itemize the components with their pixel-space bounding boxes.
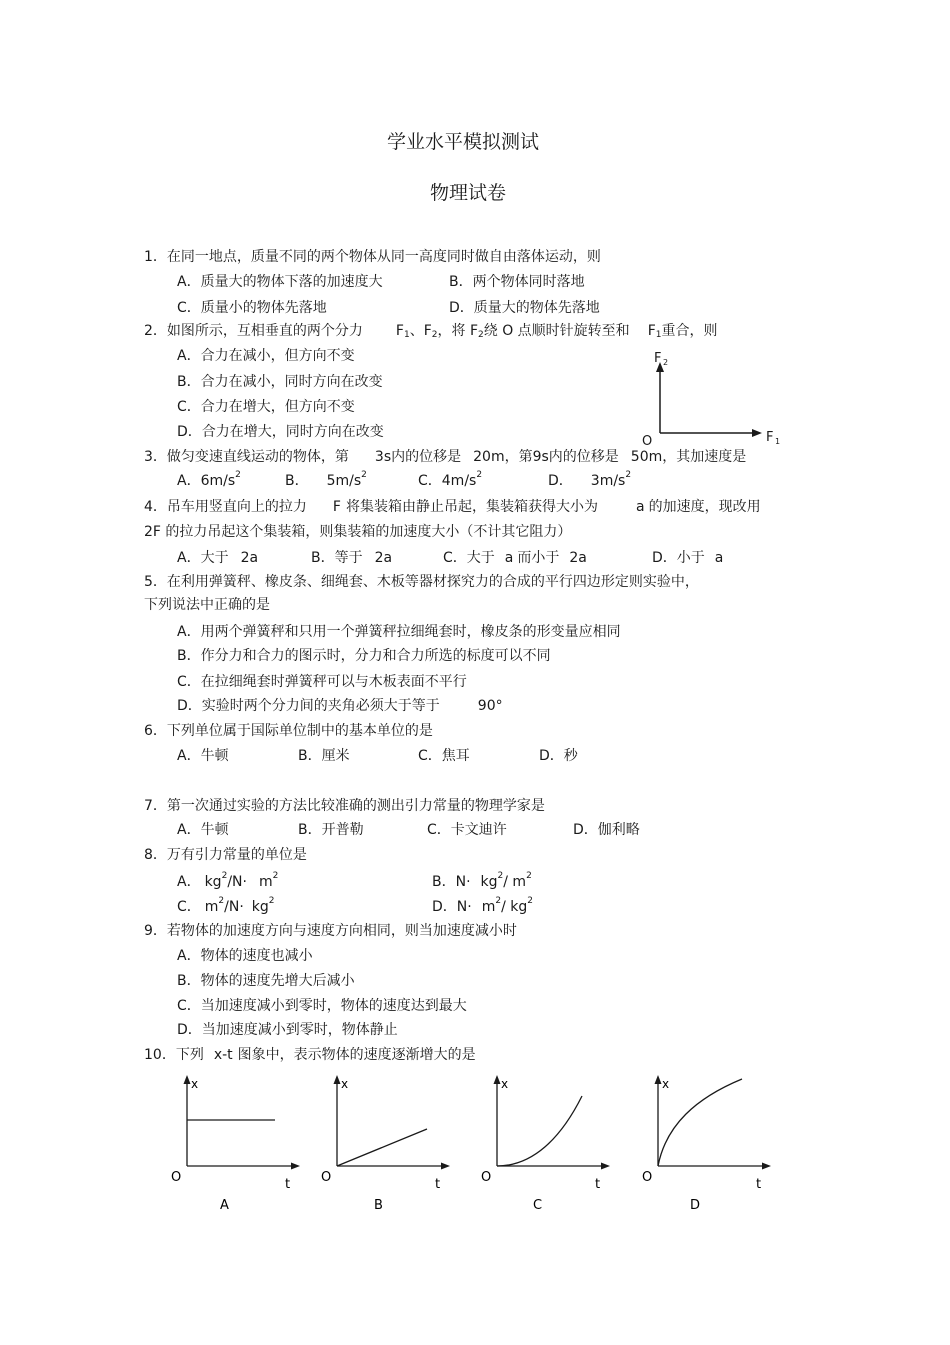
q10-graph-c — [475, 1070, 615, 1210]
q4-a: a — [635, 499, 645, 515]
fig-f1-sub: 1 — [775, 437, 781, 446]
graph-curve — [658, 1079, 742, 1166]
q8-b-1: kg — [480, 874, 498, 890]
q4-d-text: D．小于 — [652, 550, 705, 566]
origin-label: O — [642, 1170, 653, 1185]
q1-option-d: D．质量大的物体先落地 — [449, 300, 600, 316]
page-subtitle: 物理试卷 — [430, 182, 507, 204]
q4-line-1 — [144, 498, 761, 516]
q10-graph-d — [636, 1070, 776, 1210]
q3-b-label: B． — [285, 473, 309, 489]
q3-c-sq: 2 — [476, 470, 483, 480]
q3-text-3: ，第 — [504, 449, 533, 465]
q10-stem — [144, 1046, 476, 1064]
q3-d-label: D． — [548, 473, 573, 489]
q2-f: F — [395, 323, 404, 339]
q2-sub-1: 1 — [403, 330, 410, 340]
q8-c-2: /N· — [224, 899, 244, 915]
q3-option-d — [548, 472, 631, 490]
q4-c-val2: 2a — [569, 550, 587, 566]
q4-text-3: 的加速度，现改用 — [648, 499, 761, 515]
q8-a-sq1: 2 — [221, 871, 228, 881]
page-title: 学业水平模拟测试 — [387, 131, 540, 153]
q8-a-2: /N· — [227, 874, 247, 890]
q8-option-c — [177, 898, 275, 916]
q4-a-text: A．大于 — [177, 550, 229, 566]
q8-d-label: D．N· — [432, 899, 472, 915]
q3-d1: 20m — [473, 449, 505, 465]
q8-c-label: C． — [177, 899, 201, 915]
q8-d-2: / kg — [501, 899, 528, 915]
q4-b-val: 2a — [374, 550, 393, 566]
q9-option-d: D．当加速度减小到零时，物体静止 — [177, 1022, 398, 1038]
q3-text-5: ，其加速度是 — [662, 449, 747, 465]
t-axis-label: t — [756, 1177, 762, 1192]
q8-option-b — [432, 873, 532, 891]
q6-option-b: B．厘米 — [298, 748, 350, 764]
q8-option-a — [177, 873, 278, 891]
q3-a-sq: 2 — [235, 470, 241, 480]
q3-c: C．4m/s — [418, 473, 477, 489]
y-arrow — [655, 1075, 662, 1084]
q9-option-a: A．物体的速度也减小 — [177, 948, 313, 964]
q9-option-c: C．当加速度减小到零时，物体的速度达到最大 — [177, 998, 467, 1014]
q8-c-sq2: 2 — [268, 896, 275, 906]
q4-f: F — [332, 499, 341, 515]
origin-label: O — [171, 1170, 182, 1185]
f1-arrow-head — [752, 429, 762, 437]
q10-graph-a — [165, 1070, 305, 1210]
q8-b-sq2: 2 — [526, 871, 532, 881]
q6-option-c: C．焦耳 — [418, 748, 470, 764]
fig-f1-label: F — [766, 430, 774, 445]
y-arrow — [334, 1075, 341, 1084]
q7-stem: 7．第一次通过实验的方法比较准确的测出引力常量的物理学家是 — [144, 798, 545, 814]
q3-t1: 3s — [374, 449, 392, 465]
q5-line-1: 5．在利用弹簧秤、橡皮条、细绳套、木板等器材探究力的合成的平行四边形定则实验中， — [144, 574, 699, 590]
q3-text-1: 3．做匀变速直线运动的物体，第 — [144, 449, 349, 465]
x-axis-label: x — [191, 1077, 199, 1091]
x-axis-label: x — [341, 1077, 349, 1091]
x-arrow — [291, 1163, 300, 1170]
q3-text-2: 内的位移是 — [391, 449, 462, 465]
q4-c-mid: 而小于 — [517, 550, 560, 566]
q2-sub-1b: 1 — [655, 330, 662, 340]
q8-stem: 8．万有引力常量的单位是 — [144, 847, 307, 863]
q10-text-1: 10．下列 — [144, 1047, 204, 1063]
q3-a: A．6m/s — [177, 473, 236, 489]
q2-mid: ，将 F — [437, 323, 479, 339]
t-axis-label: t — [285, 1177, 291, 1192]
q2-option-d: D．合力在增大，同时方向在改变 — [177, 424, 384, 440]
q3-text-4: 内的位移是 — [548, 449, 619, 465]
fig-f2-label: F — [654, 351, 662, 366]
q9-option-b: B．物体的速度先增大后减小 — [177, 973, 355, 989]
q6-stem: 6．下列单位属于国际单位制中的基本单位的是 — [144, 723, 433, 739]
q4-b-text: B．等于 — [311, 550, 363, 566]
q5-d-text: D．实验时两个分力间的夹角必须大于等于 — [177, 698, 440, 714]
q9-stem: 9．若物体的加速度方向与速度方向相同，则当加速度减小时 — [144, 923, 517, 939]
t-axis-label: t — [435, 1177, 441, 1192]
q2-end: 重合，则 — [661, 323, 718, 339]
q3-d: 3m/s — [590, 473, 626, 489]
q2-sep: 、F — [409, 323, 432, 339]
origin-label: O — [481, 1170, 492, 1185]
q8-b-2: / m — [503, 874, 527, 890]
q8-c-3: kg — [251, 899, 269, 915]
q3-b-sq: 2 — [361, 470, 367, 480]
q2-stem-text: 2．如图所示，互相垂直的两个分力 — [144, 323, 363, 339]
q4-option-c — [443, 549, 587, 567]
q2-f1: F — [647, 323, 656, 339]
q3-option-c — [418, 472, 482, 490]
q8-c-1: m — [204, 899, 219, 915]
q8-a-3: m — [258, 874, 273, 890]
q4-c-text: C．大于 — [443, 550, 495, 566]
q1-stem: 1．在同一地点，质量不同的两个物体从同一高度同时做自由落体运动，则 — [144, 249, 601, 265]
q7-option-c: C．卡文迪许 — [427, 822, 507, 838]
q3-b: 5m/s — [326, 473, 362, 489]
q5-line-2: 下列说法中正确的是 — [144, 597, 270, 613]
x-arrow — [762, 1163, 771, 1170]
q10-xt: x-t — [213, 1047, 233, 1063]
q5-option-a: A．用两个弹簧秤和只用一个弹簧秤拉细绳套时，橡皮条的形变量应相同 — [177, 624, 621, 640]
origin-label: O — [321, 1170, 332, 1185]
t-axis-label: t — [595, 1177, 601, 1192]
q4-a-val: 2a — [240, 550, 259, 566]
q5-d-val: 90° — [477, 698, 503, 714]
y-arrow — [494, 1075, 501, 1084]
q3-option-a — [177, 472, 241, 490]
q2-sub-2: 2 — [431, 330, 438, 340]
q8-b-label: B．N· — [432, 874, 471, 890]
q8-option-d — [432, 898, 533, 916]
q8-a-sq2: 2 — [272, 871, 279, 881]
q3-option-b — [285, 472, 367, 490]
graph-label: A — [220, 1198, 229, 1210]
q8-c-sq1: 2 — [218, 896, 225, 906]
q4-text-1: 4．吊车用竖直向上的拉力 — [144, 499, 307, 515]
q4-option-b — [311, 549, 392, 567]
q1-option-c: C．质量小的物体先落地 — [177, 300, 327, 316]
q3-d-sq: 2 — [625, 470, 632, 480]
x-axis-label: x — [662, 1077, 670, 1091]
q4-text-2: 将集装箱由静止吊起，集装箱获得大小为 — [345, 499, 598, 515]
x-arrow — [441, 1163, 450, 1170]
q2-sub-2b: 2 — [478, 330, 484, 340]
q8-a-label: A． — [177, 874, 201, 890]
q2-force-diagram — [632, 348, 782, 448]
graph-line — [337, 1129, 427, 1166]
q6-option-a: A．牛顿 — [177, 748, 229, 764]
x-axis-label: x — [501, 1077, 509, 1091]
q7-option-a: A．牛顿 — [177, 822, 229, 838]
graph-curve — [497, 1096, 582, 1166]
q8-d-1: m — [481, 899, 496, 915]
q6-option-d: D．秒 — [539, 748, 578, 764]
q5-option-c: C．在拉细绳套时弹簧秤可以与木板表面不平行 — [177, 674, 467, 690]
q2-option-a: A．合力在减小，但方向不变 — [177, 348, 355, 364]
q5-option-d — [177, 697, 503, 715]
graph-label: D — [690, 1198, 701, 1210]
q3-stem — [144, 448, 746, 466]
q4-option-d — [652, 549, 723, 567]
q10-graph-b — [315, 1070, 455, 1210]
q1-option-b: B．两个物体同时落地 — [449, 274, 585, 290]
q4-line-2: 2F 的拉力吊起这个集装箱，则集装箱的加速度大小（不计其它阻力） — [144, 524, 572, 540]
q5-option-b: B．作分力和合力的图示时，分力和合力所选的标度可以不同 — [177, 648, 551, 664]
x-arrow — [601, 1163, 610, 1170]
q7-option-d: D．伽利略 — [573, 822, 640, 838]
q8-d-sq1: 2 — [495, 896, 502, 906]
q8-d-sq2: 2 — [527, 896, 533, 906]
graph-label: B — [374, 1198, 383, 1210]
fig-f2-sub: 2 — [663, 358, 669, 367]
q8-b-sq1: 2 — [497, 871, 504, 881]
q10-text-2: 图象中，表示物体的速度逐渐增大的是 — [237, 1047, 476, 1063]
q2-option-c: C．合力在增大，但方向不变 — [177, 399, 355, 415]
q1-option-a: A．质量大的物体下落的加速度大 — [177, 274, 383, 290]
q3-d2: 50m — [630, 449, 663, 465]
q2-stem — [144, 322, 717, 340]
q7-option-b: B．开普勒 — [298, 822, 364, 838]
fig-origin: O — [642, 434, 653, 448]
q8-a-1: kg — [204, 874, 222, 890]
q3-t2: 9s — [532, 449, 549, 465]
q4-option-a — [177, 549, 258, 567]
y-arrow — [184, 1075, 191, 1084]
q4-d-val: a — [714, 550, 724, 566]
q2-option-b: B．合力在减小，同时方向在改变 — [177, 374, 383, 390]
q4-c-val1: a — [504, 550, 514, 566]
graph-label: C — [533, 1198, 543, 1210]
q2-mid2: 绕 O 点顺时针旋转至和 — [483, 323, 630, 339]
